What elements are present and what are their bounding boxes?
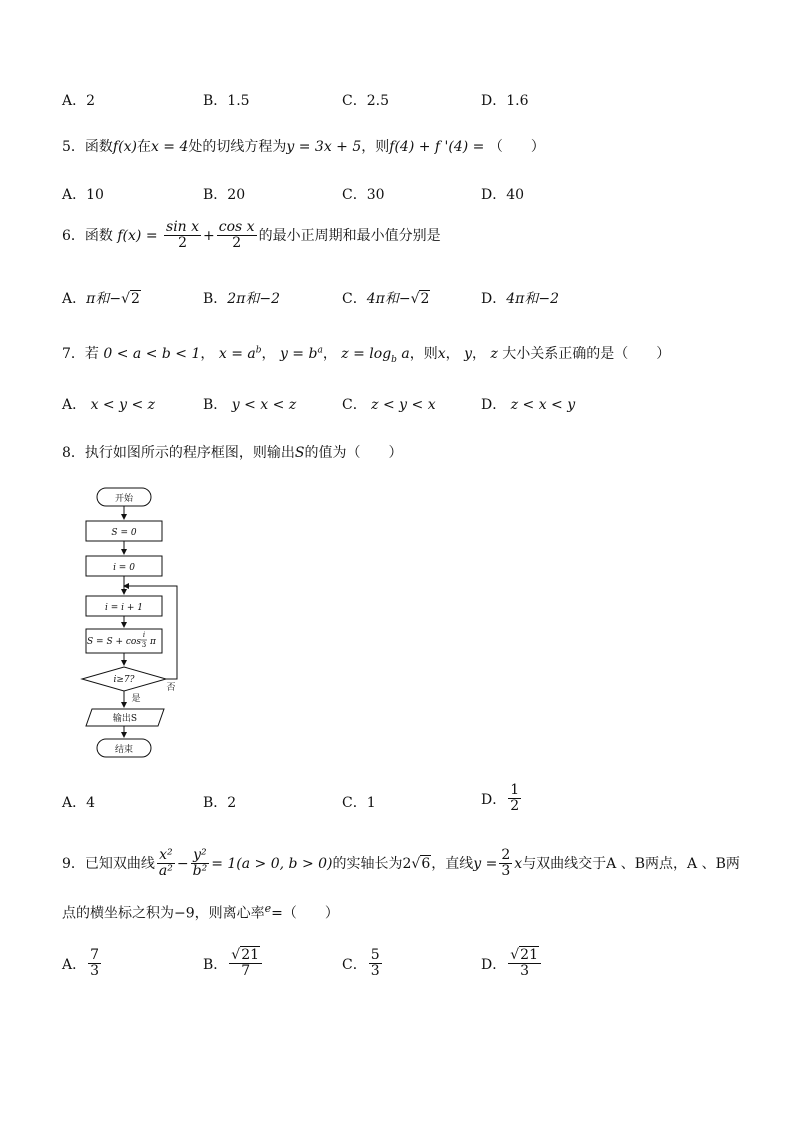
flow-yes-label: 是 (131, 694, 141, 704)
q9-axis-len: 2√6 (402, 855, 431, 872)
q5-stem (62, 136, 545, 156)
q5-eq: y = 3x + 5 (286, 139, 362, 155)
q5-option-b: B．20 (203, 187, 246, 203)
flow-loop-line (124, 586, 177, 679)
q9-eq-tail: = 1(a > 0, b > 0) (211, 855, 333, 872)
q9-number: 9．已知双曲线 (62, 855, 155, 872)
q9-line2-mid: ，则离心率 (194, 905, 265, 922)
q6-number: 6．函数 (62, 227, 113, 244)
q8-option-d: D． $\frac{1}{2}$ (481, 782, 520, 815)
q8-stem-text: 8．执行如图所示的程序框图，则输出 (62, 445, 295, 461)
q8-tail: 的值为（ ） (304, 445, 403, 461)
q7-option-b: B． y < x < z (203, 397, 297, 413)
q5-cond: x = 4 (150, 139, 189, 155)
flow-end-label: 结束 (114, 745, 134, 755)
q5-mid2: 处的切线方程为 (188, 139, 287, 155)
q4-option-b: B．1.5 (203, 93, 250, 109)
q9-option-c: C． $\frac{5}{3}$ (342, 947, 380, 980)
q7-x-def: $x = a^b$ (218, 345, 262, 362)
q8-stem (62, 442, 403, 462)
q7-option-d: D． z < x < y (481, 397, 576, 413)
q5-option-d: D．40 (481, 187, 525, 203)
q7-option-a: A． x < y < z (62, 397, 156, 413)
q6-frac-cos: $\frac{\text{cos x}}{2}$ (218, 219, 255, 252)
q6-stem (62, 220, 441, 252)
q7-number: 7．若 (62, 346, 99, 362)
q6-fx: f(x) = (117, 227, 158, 244)
q5-expr: f(4) + f '(4) = (389, 139, 485, 155)
q6-plus: + (203, 227, 215, 244)
q6-frac-sin: $\frac{\text{sin x}}{2}$ (166, 219, 200, 252)
q9-e-var: e (264, 902, 272, 915)
q9-option-b: B． $\frac{√21}{7}$ (203, 948, 264, 980)
flow-start-label: 开始 (114, 494, 134, 504)
q7-stem: 7．若 0 < a < b < 1， $x = a^b$， $y = b^a$， $z = \log_b a$，则x， y， z 大小关系正确的是（ ） (62, 345, 671, 365)
flow-i0-label: i = 0 (113, 563, 135, 573)
q5-mid1: 在 (136, 139, 151, 155)
q8-option-a: A．4 (62, 795, 96, 811)
q7-tail: 大小关系正确的是（ ） (502, 346, 671, 362)
flow-no-label: 否 (166, 683, 176, 693)
flow-update-prefix: S = S + cos (87, 637, 141, 647)
q9-mid2: ，直线 (431, 855, 474, 872)
q5-option-c: C．30 (342, 187, 385, 203)
q5-fx: f(x) (112, 139, 137, 155)
q9-stem-line2 (62, 902, 339, 923)
q9-tail1: 与双曲线交于A 、B两点，A 、B两 (522, 855, 740, 872)
q9-line-x: x (514, 855, 523, 872)
q9-mid1: 的实轴长为 (332, 855, 403, 872)
flow-output-label: 输出S (112, 714, 138, 724)
q8-var: S (294, 445, 305, 461)
q5-number: 5．函数 (62, 139, 113, 155)
q8-option-b: B．2 (203, 795, 237, 811)
q7-var-y: y (464, 346, 472, 362)
flow-cond-label: i≥7? (113, 675, 135, 685)
q9-frac-y: $\frac{\text{y²}}{\text{b²}}$ (192, 847, 208, 880)
q7-z-def: $z = \log_b a$ (341, 346, 410, 365)
q4-option-c: C．2.5 (342, 93, 389, 109)
q9-line2-tail: =（ ） (271, 905, 339, 922)
q7-var-x: x (437, 346, 446, 362)
flow-update-suffix: π (150, 637, 156, 647)
flow-update-num: i (142, 631, 146, 639)
q9-option-a: A． $\frac{7}{3}$ (62, 947, 100, 980)
flow-inc-label: i = i + 1 (104, 603, 144, 613)
q6-tail: 的最小正周期和最小值分别是 (258, 227, 441, 244)
q5-mid3: ，则 (361, 139, 390, 155)
q9-product: −9 (174, 905, 195, 922)
q9-line2: 点的横坐标之积为 (62, 905, 174, 922)
q9-line-frac: $\frac{2}{3}$ (501, 847, 511, 880)
q7-y-def: $y = b^a$ (279, 345, 323, 362)
q7-option-c: C． z < y < x (342, 397, 436, 413)
q7-then: ，则 (409, 346, 438, 362)
q5-answer-paren: （ ） (488, 139, 545, 155)
q4-option-a: A．2 (62, 93, 96, 109)
q7-var-z: z (490, 346, 498, 362)
q6-option-b: B．2π和−2 (203, 291, 281, 307)
q4-option-d: D．1.6 (481, 93, 529, 109)
q7-cond: 0 < a < b < 1 (103, 346, 201, 362)
flow-s0-label: S = 0 (111, 528, 137, 538)
q6-option-a: A．π和−√2 (62, 291, 140, 307)
q8-flowchart (70, 480, 200, 765)
q9-frac-x: $\frac{\text{x²}}{\text{a²}}$ (158, 847, 173, 880)
flow-update-den: 3 (141, 641, 147, 649)
q8-option-c: C．1 (342, 795, 376, 811)
q9-line-y: y = (473, 855, 498, 872)
q6-option-c: C．4π和−√2 (342, 291, 430, 307)
q5-option-a: A．10 (62, 187, 104, 203)
q9-stem-line1: 9．已知双曲线 $\frac{\text{x²}}{\text{a²}}$ − $\frac{\text{y²}}{\text{b²}}$ = 1(a > 0, b > 0)的实轴长为2√6，直线y = $\frac{2}{3}$ x与双曲线交于A 、B两点，A 、B两 (62, 847, 740, 880)
q6-option-d: D．4π和−2 (481, 291, 559, 307)
q9-option-d: D． $\frac{√21}{3}$ (481, 948, 543, 980)
